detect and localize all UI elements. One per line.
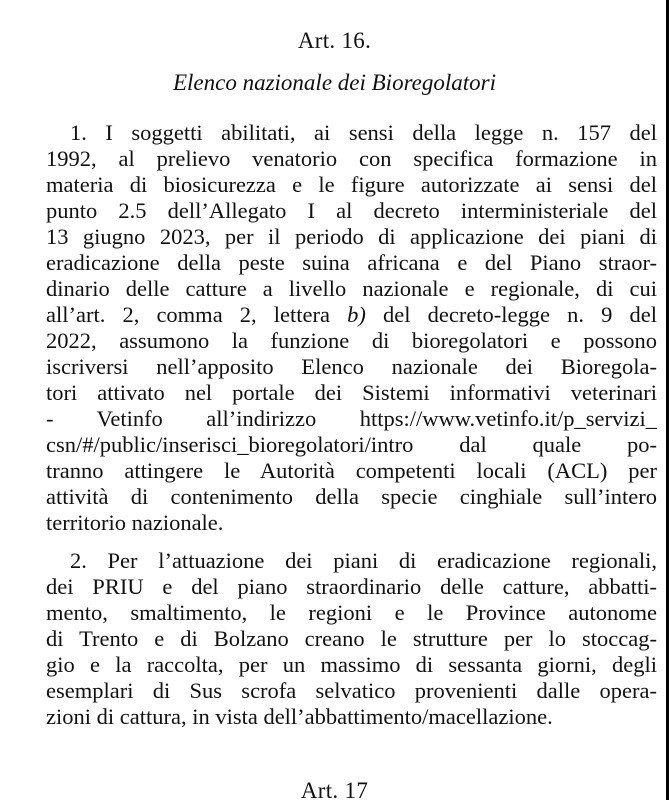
paragraph-2-line: 2. Per l’attuazione dei piani di eradicazione regionali, xyxy=(70,548,657,573)
article-17-heading: Art. 17 xyxy=(300,778,369,803)
article-16-heading: Art. 16. xyxy=(297,28,372,53)
paragraph-1-line: csn/#/public/inserisci_bioregolatori/intro dal quale po- xyxy=(46,432,657,457)
paragraph-1-line: 1992, al prelievo venatorio con specifica formazione in xyxy=(46,146,657,171)
paragraph-1-line-text: all’art. 2, comma 2, lettera b) del decreto-legge n. 9 del xyxy=(46,302,657,327)
paragraph-2-line: zioni di cattura, in vista dell’abbattimento/macellazione. xyxy=(46,704,553,729)
paragraph-1-line xyxy=(46,302,657,328)
paragraph-2-line: gio e la raccolta, per un massimo di sessanta giorni, degli xyxy=(46,652,657,677)
italic-letter-reference: b) xyxy=(347,302,366,327)
paragraph-1-line: dinario delle catture a livello nazionale e regionale, di cui xyxy=(46,276,657,301)
paragraph-1-line: 2022, assumono la funzione di bioregolatori e possono xyxy=(46,328,657,353)
paragraph-1-line: - Vetinfo all’indirizzo https://www.vetinfo.it/p_servizi_ xyxy=(46,406,657,431)
paragraph-2-line: di Trento e di Bolzano creano le strutture per lo stoccag- xyxy=(46,626,657,651)
paragraph-1-line: materia di biosicurezza e le figure autorizzate ai sensi del xyxy=(46,172,657,197)
paragraph-1-line: territorio nazionale. xyxy=(46,510,224,535)
paragraph-2-line: esemplari di Sus scrofa selvatico provenienti dalle opera- xyxy=(46,678,657,703)
paragraph-2-line: dei PRIU e del piano straordinario delle catture, abbatti- xyxy=(46,574,657,599)
paragraph-1-line: 13 giugno 2023, per il periodo di applicazione dei piani di xyxy=(46,224,657,249)
paragraph-1-line: attività di contenimento della specie cinghiale sull’intero xyxy=(46,484,657,509)
article-16-title: Elenco nazionale dei Bioregolatori xyxy=(172,70,496,95)
paragraph-1-line: eradicazione della peste suina africana e del Piano straor- xyxy=(46,250,657,275)
paragraph-1-line: 1. I soggetti abilitati, ai sensi della legge n. 157 del xyxy=(70,120,657,145)
paragraph-2-line: mento, smaltimento, le regioni e le Province autonome xyxy=(46,600,657,625)
paragraph-1-line: tranno attingere le Autorità competenti locali (ACL) per xyxy=(46,458,657,483)
paragraph-1-line: iscriversi nell’apposito Elenco nazionale dei Bioregola- xyxy=(46,354,657,379)
paragraph-1-line: tori attivato nel portale dei Sistemi informativi veterinari xyxy=(46,380,657,405)
paragraph-1-line: punto 2.5 dell’Allegato I al decreto interministeriale del xyxy=(46,198,657,223)
